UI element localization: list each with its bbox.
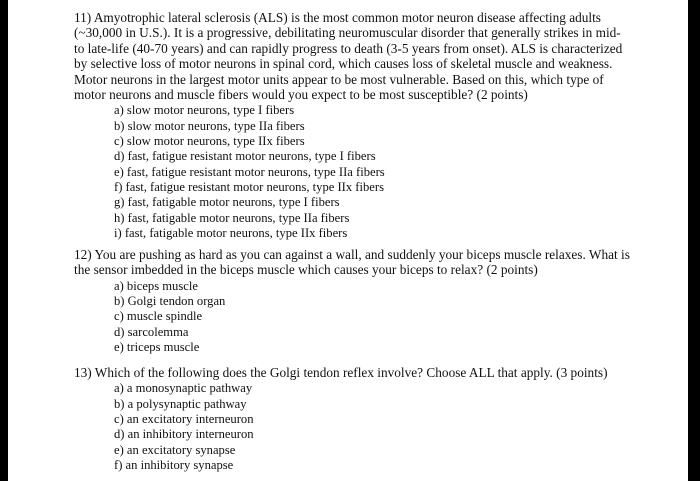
option-11c[interactable]: c) slow motor neurons, type IIx fibers [114, 134, 305, 149]
option-13f[interactable]: f) an inhibitory synapse [114, 457, 234, 472]
option-13b[interactable]: b) a polysynaptic pathway [114, 396, 247, 411]
option-13c[interactable]: c) an excitatory interneuron [114, 412, 254, 426]
option-11f[interactable]: f) fast, fatigue resistant motor neurons, type IIx fibers [114, 179, 384, 194]
question-11-stem: 11) Amyotrophic lateral sclerosis (ALS) is the most common motor neuron disease affecting adults (~30,000 in U.S.). It is a progressive, debilitating neuromuscular disorder that generally strikes in mid- to late-life (40-70 years) and can rapidly progress to death (3-5 years from onset). ALS is characterized by selective loss of motor neurons in spinal cord, which causes loss of skeletal muscle and weakness. Motor neurons in the largest motor units appear to be most vulnerable. Based on this, which type of motor neurons and muscle fibers would you expect to be most susceptible? (2 points) [74, 10, 623, 103]
option-12b[interactable]: b) Golgi tendon organ [114, 294, 226, 309]
option-11b[interactable]: b) slow motor neurons, type IIa fibers [114, 118, 305, 133]
question-12 [74, 247, 634, 355]
option-11d[interactable]: d) fast, fatigue resistant motor neurons, type I fibers [114, 149, 376, 164]
question-13 [74, 365, 634, 473]
option-11e[interactable]: e) fast, fatigue resistant motor neurons, type IIa fibers [114, 164, 385, 179]
option-13d[interactable]: d) an inhibitory interneuron [114, 427, 254, 442]
question-11 [74, 10, 634, 241]
option-11g[interactable]: g) fast, fatigable motor neurons, type I fibers [114, 195, 340, 210]
question-12-options [114, 279, 634, 355]
option-11i[interactable]: i) fast, fatigable motor neurons, type IIx fibers [114, 225, 348, 240]
option-11a[interactable]: a) slow motor neurons, type I fibers [114, 103, 295, 118]
question-12-stem: 12) You are pushing as hard as you can against a wall, and suddenly your biceps muscle relaxes. What is the sensor imbedded in the biceps muscle which causes your biceps to relax? (2 points) [74, 247, 630, 278]
option-12d[interactable]: d) sarcolemma [114, 324, 189, 339]
option-13e[interactable]: e) an excitatory synapse [114, 442, 236, 457]
document-page [8, 0, 688, 481]
question-13-stem: 13) Which of the following does the Golgi tendon reflex involve? Choose ALL that apply. (3 points) [74, 365, 608, 380]
option-12a[interactable]: a) biceps muscle [114, 278, 198, 293]
option-12c[interactable]: c) muscle spindle [114, 309, 203, 324]
question-11-options [114, 103, 634, 241]
option-13a[interactable]: a) a monosynaptic pathway [114, 381, 253, 396]
option-12e[interactable]: e) triceps muscle [114, 340, 200, 354]
option-11h[interactable]: h) fast, fatigable motor neurons, type IIa fibers [114, 210, 350, 225]
question-13-options [114, 381, 634, 473]
